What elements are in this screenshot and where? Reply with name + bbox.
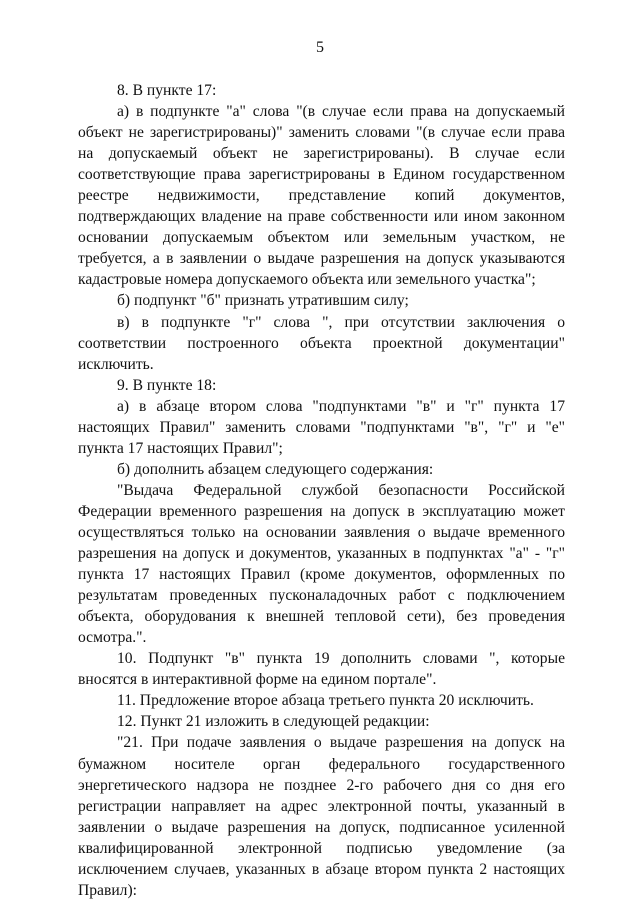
paragraph-item-9: 9. В пункте 18: [117,376,217,394]
paragraph-item-8: 8. В пункте 17: [117,82,217,99]
paragraph-item-10: 10. Подпункт "в" пункта 19 дополнить словами ", которые вносятся в интерактивной форме на едином портале". [78,650,565,689]
paragraph-subitem-9b: б) дополнить абзацем следующего содержания: [117,460,434,478]
paragraph-item-12: 12. Пункт 21 изложить в следующей редакции: [117,713,430,731]
page-number: 5 [316,39,324,56]
paragraph-quoted-item-21: "21. При подаче заявления о выдаче разрешения на допуск на бумажном носителе орган федерального государственного энергетического надзора не позднее 2-го рабочего дня со дня его регистрации направляет на адрес электронной почты, указанный в заявлении о выдаче разрешения на допуск, подписанное усиленной квалифицированной электронной подписью уведомление (за исключением случаев, указанных в абзаце втором пункта 2 настоящих Правил): [78,734,565,899]
paragraph-quoted-addition: "Выдача Федеральной службой безопасности Российской Федерации временного разрешения на допуск в эксплуатацию может осуществляться только на основании заявления о выдаче временного разрешения на допуск и документов, указанных в подпунктах "а" - "г" пункта 17 настоящих Правил (кроме документов, оформленных по результатам проведенных пусконаладочных работ с подключением объекта, оборудования к внешней тепловой сети), без проведения осмотра.". [78,481,565,647]
paragraph-subitem-8b: б) подпункт "б" признать утратившим силу; [117,292,409,310]
paragraph-subitem-9a: а) в абзаце втором слова "подпунктами "в" и "г" пункта 17 настоящих Правил" заменить словами "подпунктами "в", "г" и "е" пункта 17 настоящих Правил"; [78,397,565,457]
paragraph-item-11: 11. Предложение второе абзаца третьего пункта 20 исключить. [117,692,534,710]
paragraph-subitem-8a: а) в подпункте "а" слова "(в случае если права на допускаемый объект не зарегистрированы)" заменить словами "(в случае если права на допускаемый объект не зарегистрированы). В случае если соответствующие права зарегистрированы в Едином государственном реестре недвижимости, представление копий документов, подтверждающих владение на праве собственности или ином законном основании допускаемым объектом или земельным участком, не требуется, а в заявлении о выдаче разрешения на допуск указываются кадастровые номера допускаемого объекта или земельного участка"; [78,103,565,289]
paragraph-subitem-8v: в) в подпункте "г" слова ", при отсутствии заключения о соответствии построенного объекта проектной документации" исключить. [78,313,565,373]
document-body [78,80,565,901]
